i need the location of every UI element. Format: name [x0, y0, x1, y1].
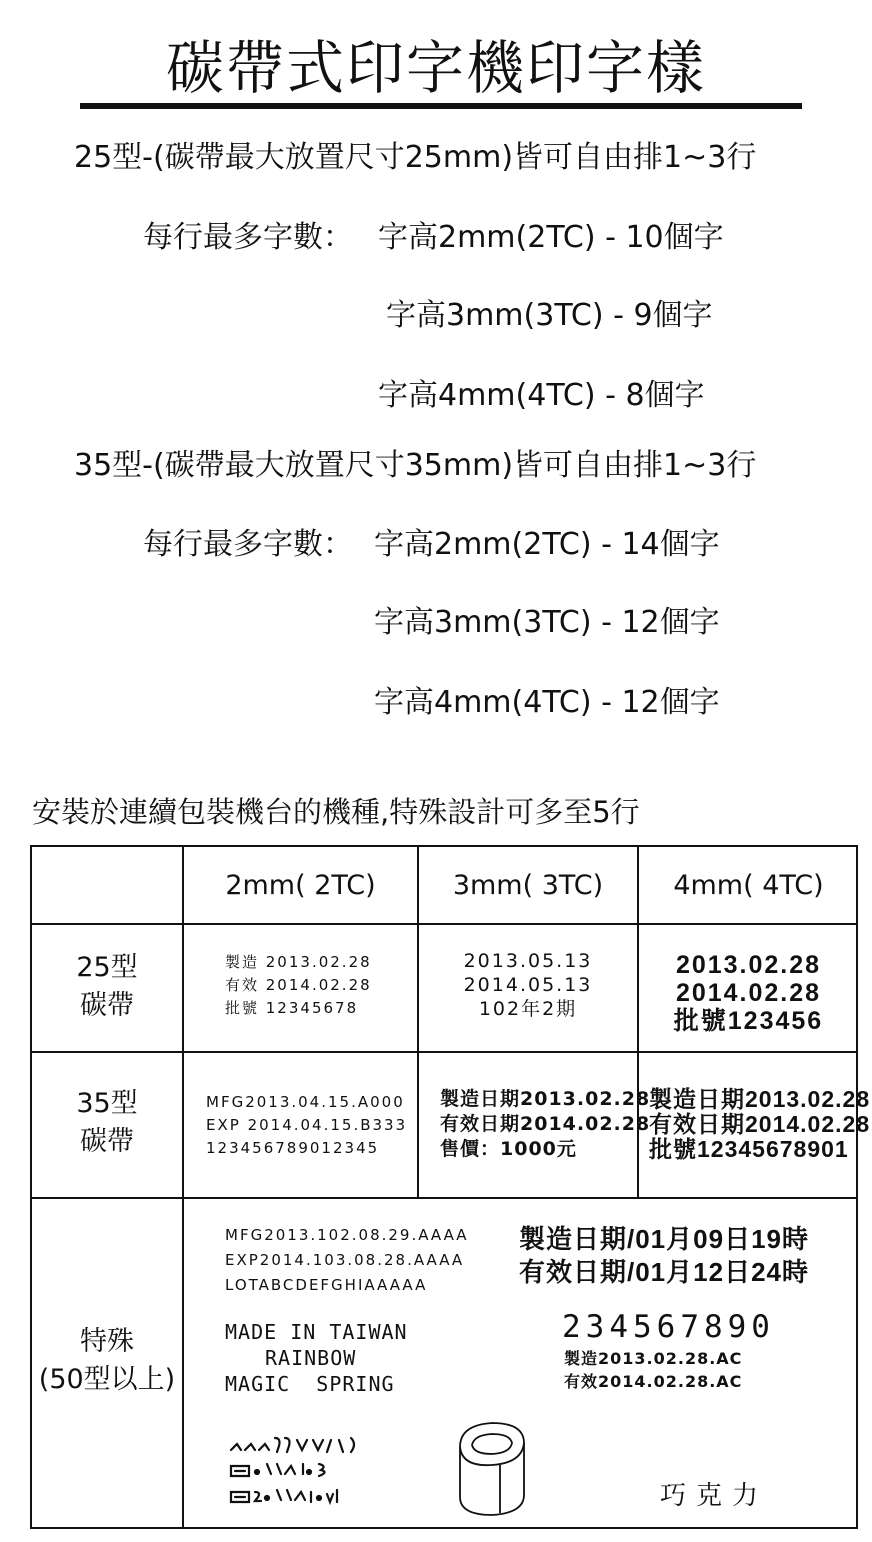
sample-line: 售價：1000元 [440, 1138, 577, 1160]
page-title: 碳帶式印字機印字樣 [165, 34, 706, 102]
spec25-heading: 25型-(碳帶最大放置尺寸25mm)皆可自由排1~3行 [74, 140, 757, 175]
sample-line: MFG2013.102.08.29.AAAA [225, 1226, 469, 1244]
sample-line: 批號123456 [673, 1007, 824, 1035]
row35-3mm-sample [440, 1087, 650, 1162]
spec25-row-3mm: 字高3mm(3TC) - 9個字 [386, 298, 713, 333]
sample-table [30, 845, 871, 1529]
sample-line: 123456789012345 [206, 1139, 380, 1157]
spec25-max-label: 每行最多字數： [143, 220, 353, 255]
special-block1 [225, 1223, 469, 1298]
row25-4mm-sample [639, 951, 858, 1035]
sample-line: 有效日期/01月12日24時 [519, 1257, 809, 1287]
header-2mm: 2mm( 2TC) [225, 870, 376, 901]
special-block5: 巧克力 [660, 1481, 769, 1511]
sample-line: 2014.05.13 [463, 974, 593, 996]
sample-line: EXP2014.103.08.28.AAAA [225, 1251, 465, 1269]
spec35-max-label: 每行最多字數： [143, 527, 353, 562]
row35-label [32, 1085, 182, 1161]
sample-line: 製造日期/01月09日19時 [519, 1224, 809, 1254]
sample-line: 製造2013.02.28.AC [564, 1349, 743, 1368]
sample-line: EXP 2014.04.15.B333 [206, 1116, 408, 1134]
row25-label [32, 949, 182, 1025]
sample-line: 2014.02.28 [675, 979, 822, 1007]
sample-line: 有效2014.02.28.AC [564, 1372, 743, 1391]
ribbon-roll-icon [452, 1417, 532, 1527]
sample-line: 102年2期 [478, 998, 578, 1020]
sample-line: 有效日期2014.02.28 [440, 1113, 651, 1135]
special-block4 [564, 1347, 742, 1393]
table-hline [32, 923, 856, 925]
special-label-line: 特殊 [80, 1326, 134, 1357]
special-block3 [225, 1319, 408, 1397]
sample-line: MAGIC SPRING [225, 1372, 395, 1396]
table-vline [182, 847, 184, 1527]
sample-line: 製造 2013.02.28 [225, 953, 372, 971]
sample-line: 批號 12345678 [225, 999, 359, 1017]
sample-line: 2013.02.28 [675, 951, 822, 979]
table-caption: 安裝於連續包裝機台的機種,特殊設計可多至5行 [32, 795, 640, 829]
sample-line: 2013.05.13 [463, 950, 593, 972]
row35-label-line: 35型 [76, 1088, 138, 1119]
sample-line: 有效 2014.02.28 [225, 976, 372, 994]
sample-line: MFG2013.04.15.A000 [206, 1093, 405, 1111]
spec35-row-2mm: 字高2mm(2TC) - 14個字 [374, 527, 720, 562]
sample-line: 製造日期2013.02.28 [440, 1088, 651, 1110]
sample-line: LOTABCDEFGHIAAAAA [225, 1276, 428, 1294]
row25-2mm-sample [225, 951, 372, 1020]
row25-3mm-sample [419, 949, 637, 1021]
spec25-row-2mm: 字高2mm(2TC) - 10個字 [378, 220, 724, 255]
header-3mm: 3mm( 3TC) [452, 870, 604, 901]
title-underline [80, 103, 802, 109]
row25-label-line: 碳帶 [80, 990, 134, 1021]
sample-line: 批號12345678901 [649, 1136, 849, 1162]
header-4mm: 4mm( 4TC) [673, 870, 824, 901]
spec35-row-4mm: 字高4mm(4TC) - 12個字 [374, 685, 720, 720]
special-label [32, 1323, 182, 1399]
row35-2mm-sample [206, 1091, 407, 1160]
row35-4mm-sample [649, 1087, 870, 1162]
arabic-date-sample-icon [227, 1432, 367, 1512]
spec35-heading: 35型-(碳帶最大放置尺寸35mm)皆可自由排1~3行 [74, 448, 757, 483]
spec35-row-3mm: 字高3mm(3TC) - 12個字 [374, 605, 720, 640]
table-hline [32, 1197, 856, 1199]
sample-line: 製造日期2013.02.28 [649, 1086, 871, 1112]
special-block4-number: 234567890 [562, 1309, 775, 1345]
sample-line: MADE IN TAIWAN [225, 1320, 408, 1344]
table-hline [32, 1051, 856, 1053]
special-block2 [519, 1223, 809, 1289]
special-label-line: (50型以上) [38, 1364, 176, 1395]
row35-label-line: 碳帶 [80, 1126, 134, 1157]
sample-line: RAINBOW [265, 1346, 357, 1370]
spec25-row-4mm: 字高4mm(4TC) - 8個字 [378, 378, 705, 413]
row25-label-line: 25型 [76, 952, 138, 983]
sample-line: 有效日期2014.02.28 [649, 1111, 871, 1137]
